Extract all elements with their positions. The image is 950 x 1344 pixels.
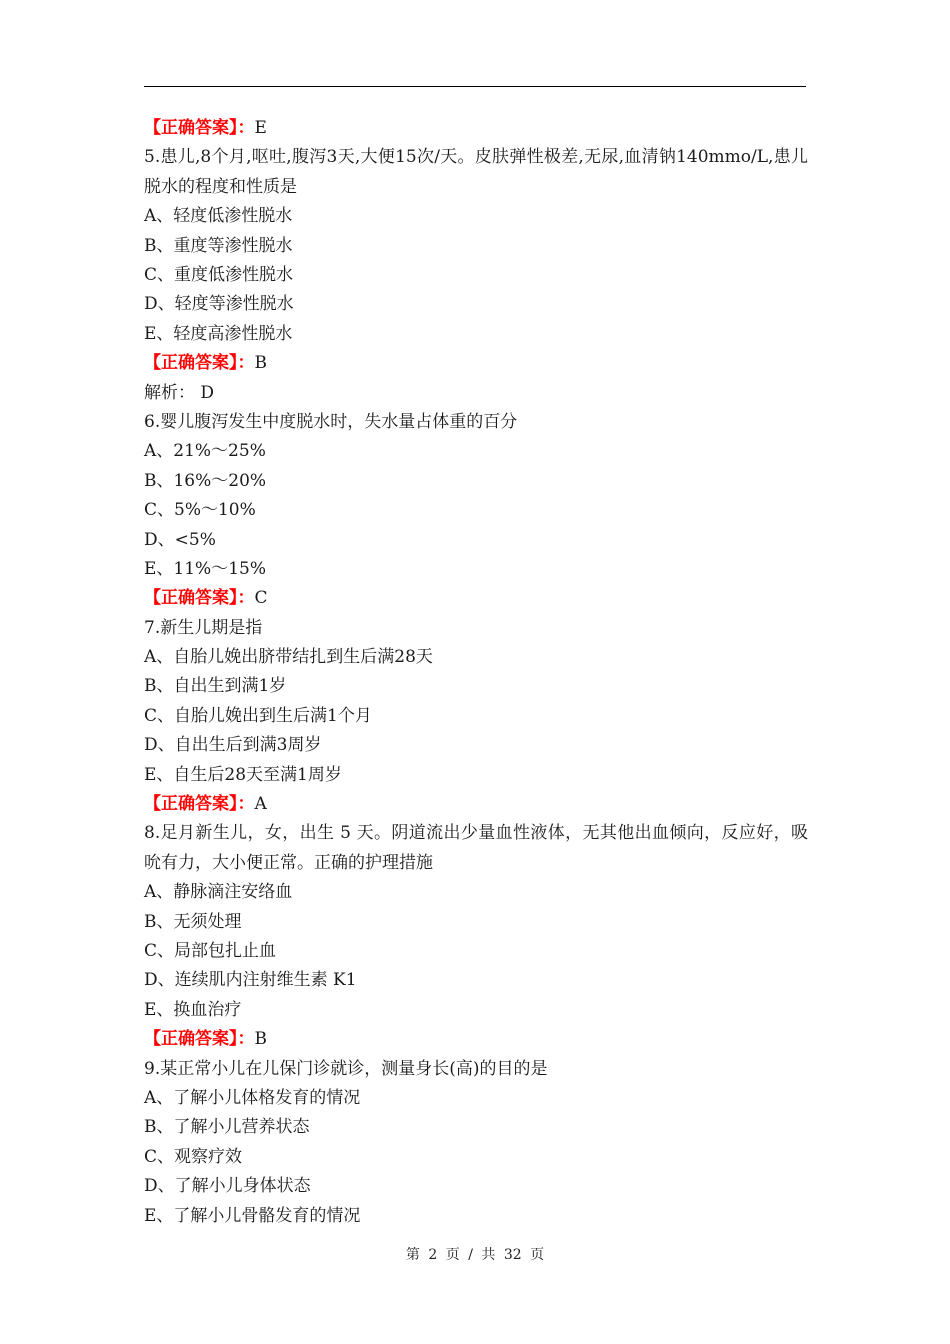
answer-option: B、重度等渗性脱水 <box>144 235 293 256</box>
question-text: 解析： D <box>144 382 215 403</box>
answer-option: A、了解小儿体格发育的情况 <box>144 1087 361 1108</box>
correct-answer-line <box>144 790 808 819</box>
correct-answer-value: B <box>254 1029 267 1050</box>
correct-answer-value: A <box>254 794 267 815</box>
answer-option: C、局部包扎止血 <box>144 941 277 961</box>
answer-option: D、<5% <box>144 529 216 550</box>
answer-option: E、自生后28天至满1周岁 <box>144 764 342 785</box>
answer-option: B、自出生到满1岁 <box>144 676 287 697</box>
correct-answer-value: E <box>254 118 267 138</box>
question-text: 6.婴儿腹泻发生中度脱水时，失水量占体重的百分 <box>144 411 518 432</box>
answer-option: B、无须处理 <box>144 911 242 932</box>
correct-answer-colon: ： <box>237 794 255 815</box>
answer-option: B、了解小儿营养状态 <box>144 1117 310 1138</box>
answer-option: C、自胎儿娩出到生后满1个月 <box>144 705 372 726</box>
correct-answer-value: C <box>254 588 268 609</box>
answer-option: D、连续肌内注射维生素 K1 <box>144 970 357 991</box>
correct-answer-line <box>144 584 808 613</box>
correct-answer-label: 【正确答案】 <box>144 118 238 138</box>
answer-option: C、观察疗效 <box>144 1146 243 1167</box>
correct-answer-label: 【正确答案】 <box>144 794 238 815</box>
answer-option: E、换血治疗 <box>144 999 242 1020</box>
page-footer <box>0 1244 950 1264</box>
answer-option: B、16%～20% <box>144 470 267 491</box>
answer-option: D、了解小儿身体状态 <box>144 1176 311 1197</box>
correct-answer-line <box>144 349 808 378</box>
correct-answer-colon: ： <box>237 1029 255 1050</box>
footer-total-suffix: 页 <box>530 1247 545 1263</box>
footer-prefix: 第 <box>405 1247 420 1263</box>
answer-option: D、自出生后到满3周岁 <box>144 735 322 756</box>
question-text: 7.新生儿期是指 <box>144 617 263 638</box>
correct-answer-line <box>144 1025 808 1054</box>
correct-answer-line <box>144 114 808 143</box>
answer-option: A、静脉滴注安络血 <box>144 882 293 903</box>
answer-option: E、轻度高渗性脱水 <box>144 323 293 344</box>
question-text: 8.足月新生儿，女，出生 5 天。阴道流出少量血性液体，无其他出血倾向，反应好，吸吮有力，大小便正常。正确的护理措施 <box>144 823 808 873</box>
correct-answer-colon: ： <box>237 118 255 138</box>
correct-answer-label: 【正确答案】 <box>144 353 238 374</box>
answer-option: C、重度低渗性脱水 <box>144 264 294 285</box>
header-rule <box>144 86 806 87</box>
question-text: 5.患儿,8个月,呕吐,腹泻3天,大便15次/天。皮肤弹性极差,无尿,血清钠140mmo/L,患儿脱水的程度和性质是 <box>144 147 808 197</box>
correct-answer-colon: ： <box>237 588 255 609</box>
question-text: 9.某正常小儿在儿保门诊就诊，测量身长(高)的目的是 <box>144 1058 548 1079</box>
answer-option: C、5%～10% <box>144 500 256 521</box>
answer-option: E、11%～15% <box>144 558 266 579</box>
correct-answer-colon: ： <box>237 353 255 374</box>
footer-current-page: 2 <box>428 1247 438 1263</box>
footer-total-prefix: 共 <box>481 1247 496 1263</box>
correct-answer-label: 【正确答案】 <box>144 588 238 609</box>
correct-answer-value: B <box>254 353 267 374</box>
answer-option: E、了解小儿骨骼发育的情况 <box>144 1205 361 1226</box>
footer-page-word: 页 <box>445 1247 460 1263</box>
answer-option: A、轻度低渗性脱水 <box>144 206 293 227</box>
correct-answer-label: 【正确答案】 <box>144 1029 238 1050</box>
footer-total-pages: 32 <box>503 1247 522 1263</box>
answer-option: A、自胎儿娩出脐带结扎到生后满28天 <box>144 647 433 668</box>
footer-slash: / <box>468 1247 473 1263</box>
answer-option: A、21%～25% <box>144 441 266 462</box>
question-content <box>144 114 808 1231</box>
answer-option: D、轻度等渗性脱水 <box>144 294 294 315</box>
